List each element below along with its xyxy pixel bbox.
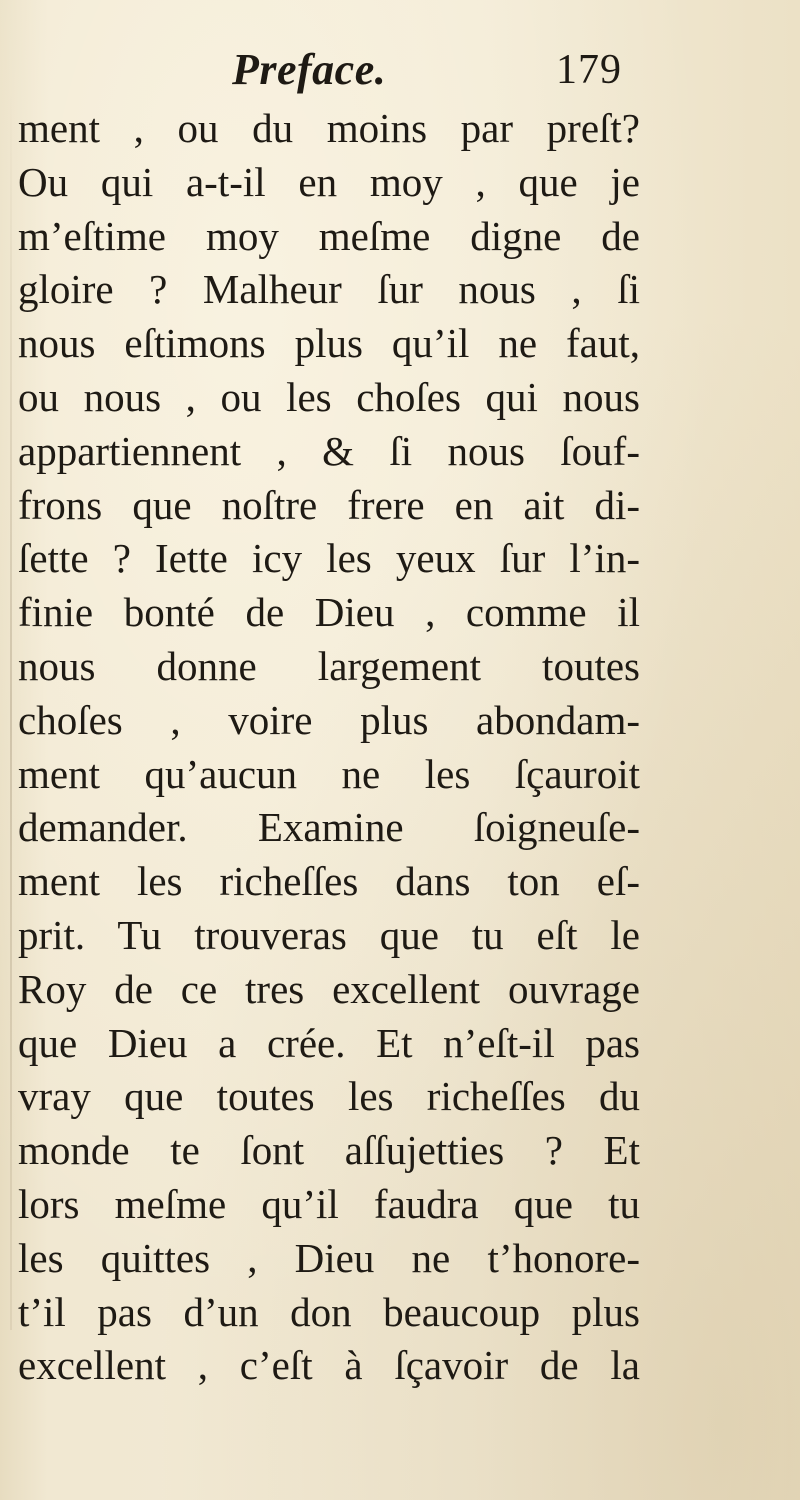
running-head-title: Preface.: [232, 45, 387, 94]
page-gutter-shadow: [10, 90, 12, 1330]
text-line: ſette ? Iette icy les yeux ſur l’in-: [18, 535, 640, 582]
text-line: prit. Tu trouveras que tu eſt le: [18, 911, 640, 958]
text-line: t’il pas d’un don beaucoup plus: [18, 1288, 640, 1335]
text-line: demander. Examine ſoigneuſe-: [18, 804, 640, 851]
text-line: m’eſtime moy meſme digne de: [18, 212, 640, 259]
text-line: ment , ou du moins par preſt?: [18, 105, 640, 151]
text-line: les quittes , Dieu ne t’honore-: [18, 1234, 640, 1281]
text-line: frons que noſtre frere en ait di-: [18, 481, 640, 528]
text-line: nous donne largement toutes: [18, 642, 640, 689]
text-line: ment qu’aucun ne les ſçauroit: [18, 750, 640, 797]
text-line: monde te ſont aſſujetties ? Et: [18, 1127, 640, 1174]
text-line: vray que toutes les richeſſes du: [18, 1073, 640, 1120]
text-line: choſes , voire plus abondam-: [18, 696, 640, 743]
text-line: lors meſme qu’il faudra que tu: [18, 1180, 640, 1227]
text-line: nous eſtimons plus qu’il ne faut,: [18, 320, 640, 367]
running-head: [0, 40, 800, 100]
text-line: que Dieu a crée. Et n’eſt-il pas: [18, 1019, 640, 1066]
text-line: finie bonté de Dieu , comme il: [18, 589, 640, 636]
text-line: Roy de ce tres excellent ouvrage: [18, 965, 640, 1012]
body-text: [18, 102, 640, 1393]
text-line: ou nous , ou les choſes qui nous: [18, 373, 640, 420]
text-line: appartiennent , & ſi nous ſouf-: [18, 427, 640, 474]
page-number: 179: [556, 47, 622, 93]
text-line: excellent , c’eſt à ſçavoir de la: [18, 1342, 640, 1389]
text-line: gloire ? Malheur ſur nous , ſi: [18, 266, 640, 313]
text-line: ment les richeſſes dans ton eſ-: [18, 858, 640, 905]
text-line: Ou qui a-t-il en moy , que je: [18, 158, 640, 205]
